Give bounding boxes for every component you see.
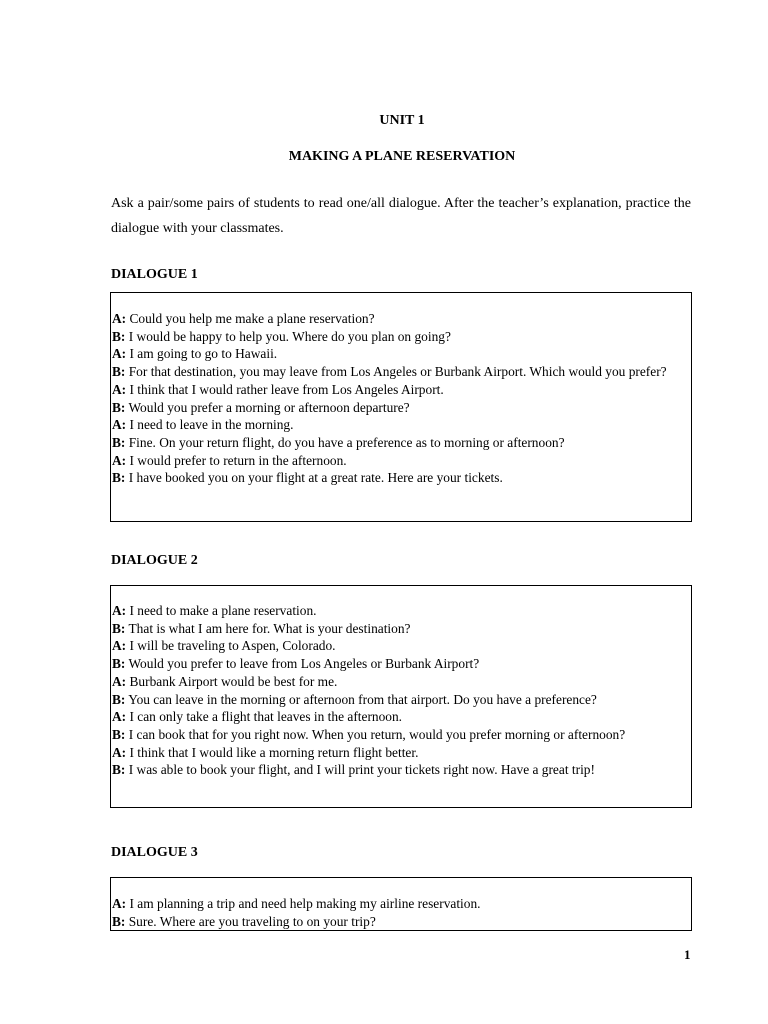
line-text: I would be happy to help you. Where do you plan on going? bbox=[125, 328, 451, 344]
dialogue-line bbox=[112, 469, 690, 487]
dialogue-line bbox=[112, 691, 690, 709]
line-text: I think that I would like a morning return flight better. bbox=[126, 744, 419, 760]
dialogue-line bbox=[112, 452, 690, 470]
dialogue-line bbox=[112, 345, 690, 363]
speaker-label: A: bbox=[112, 673, 127, 689]
dialogue-line bbox=[112, 310, 690, 328]
speaker-label: B: bbox=[112, 364, 126, 380]
line-text: I need to leave in the morning. bbox=[126, 417, 294, 433]
dialogue-line bbox=[112, 381, 690, 399]
line-text: I need to make a plane reservation. bbox=[126, 603, 317, 618]
instructions-paragraph: Ask a pair/some pairs of students to read one/all dialogue. After the teacher’s explanation, practice the dialogue with your classmates. bbox=[111, 196, 691, 236]
dialogue-line bbox=[112, 744, 690, 762]
dialogue-line bbox=[112, 655, 690, 673]
dialogue-line bbox=[112, 708, 690, 726]
dialogue-line bbox=[112, 913, 690, 931]
speaker-label: B: bbox=[112, 656, 126, 672]
speaker-label: A: bbox=[112, 417, 127, 433]
line-text: Could you help me make a plane reservation? bbox=[126, 311, 375, 326]
speaker-label: B: bbox=[112, 470, 126, 486]
line-text: I was able to book your flight, and I will print your tickets right now. Have a great trip! bbox=[125, 762, 595, 778]
speaker-label: A: bbox=[112, 311, 127, 326]
speaker-label: A: bbox=[112, 452, 127, 468]
dialogue-2-box bbox=[110, 585, 692, 808]
dialogue-line bbox=[112, 895, 690, 913]
dialogue-2-heading: DIALOGUE 2 bbox=[111, 553, 198, 568]
speaker-label: A: bbox=[112, 603, 127, 618]
dialogue-3-box bbox=[110, 877, 692, 931]
dialogue-1-box bbox=[110, 292, 692, 522]
speaker-label: B: bbox=[112, 726, 126, 742]
speaker-label: B: bbox=[112, 913, 126, 929]
line-text: I can book that for you right now. When you return, would you prefer morning or afternoon? bbox=[125, 726, 626, 742]
line-text: I can only take a flight that leaves in the afternoon. bbox=[126, 709, 403, 725]
line-text: I would prefer to return in the afternoon. bbox=[126, 452, 347, 468]
dialogue-line bbox=[112, 434, 690, 452]
speaker-label: A: bbox=[112, 744, 127, 760]
line-text: Burbank Airport would be best for me. bbox=[126, 673, 338, 689]
speaker-label: B: bbox=[112, 762, 126, 778]
dialogue-line bbox=[112, 363, 690, 381]
dialogue-3-heading: DIALOGUE 3 bbox=[111, 845, 198, 860]
dialogue-line bbox=[112, 761, 690, 779]
line-text: I will be traveling to Aspen, Colorado. bbox=[126, 638, 336, 654]
speaker-label: B: bbox=[112, 691, 126, 707]
dialogue-line bbox=[112, 726, 690, 744]
speaker-label: A: bbox=[112, 381, 127, 397]
line-text: I have booked you on your flight at a great rate. Here are your tickets. bbox=[125, 470, 503, 486]
dialogue-line bbox=[112, 602, 690, 620]
dialogue-line bbox=[112, 673, 690, 691]
speaker-label: A: bbox=[112, 346, 127, 362]
dialogue-line bbox=[112, 328, 690, 346]
main-title: MAKING A PLANE RESERVATION bbox=[288, 149, 516, 164]
line-text: I am planning a trip and need help making my airline reservation. bbox=[126, 896, 481, 911]
speaker-label: A: bbox=[112, 638, 127, 654]
speaker-label: A: bbox=[112, 709, 127, 725]
dialogue-line bbox=[112, 620, 690, 638]
line-text: Would you prefer a morning or afternoon departure? bbox=[125, 399, 410, 415]
line-text: Sure. Where are you traveling to on your trip? bbox=[125, 913, 376, 929]
line-text: Fine. On your return flight, do you have a preference as to morning or afternoon? bbox=[125, 434, 565, 450]
line-text: For that destination, you may leave from Los Angeles or Burbank Airport. Which would you prefer? bbox=[125, 364, 667, 380]
page-number: 1 bbox=[684, 947, 691, 962]
line-text: That is what I am here for. What is your destination? bbox=[125, 620, 411, 636]
dialogue-line bbox=[112, 416, 690, 434]
line-text: I am going to go to Hawaii. bbox=[126, 346, 278, 362]
dialogue-line bbox=[112, 399, 690, 417]
speaker-label: B: bbox=[112, 399, 126, 415]
speaker-label: B: bbox=[112, 434, 126, 450]
unit-title: UNIT 1 bbox=[379, 113, 425, 128]
speaker-label: B: bbox=[112, 620, 126, 636]
line-text: Would you prefer to leave from Los Angeles or Burbank Airport? bbox=[125, 656, 480, 672]
dialogue-1-heading: DIALOGUE 1 bbox=[111, 267, 198, 282]
speaker-label: A: bbox=[112, 896, 127, 911]
dialogue-line bbox=[112, 637, 690, 655]
line-text: I think that I would rather leave from Los Angeles Airport. bbox=[126, 381, 444, 397]
line-text: You can leave in the morning or afternoon from that airport. Do you have a preference? bbox=[125, 691, 597, 707]
speaker-label: B: bbox=[112, 328, 126, 344]
